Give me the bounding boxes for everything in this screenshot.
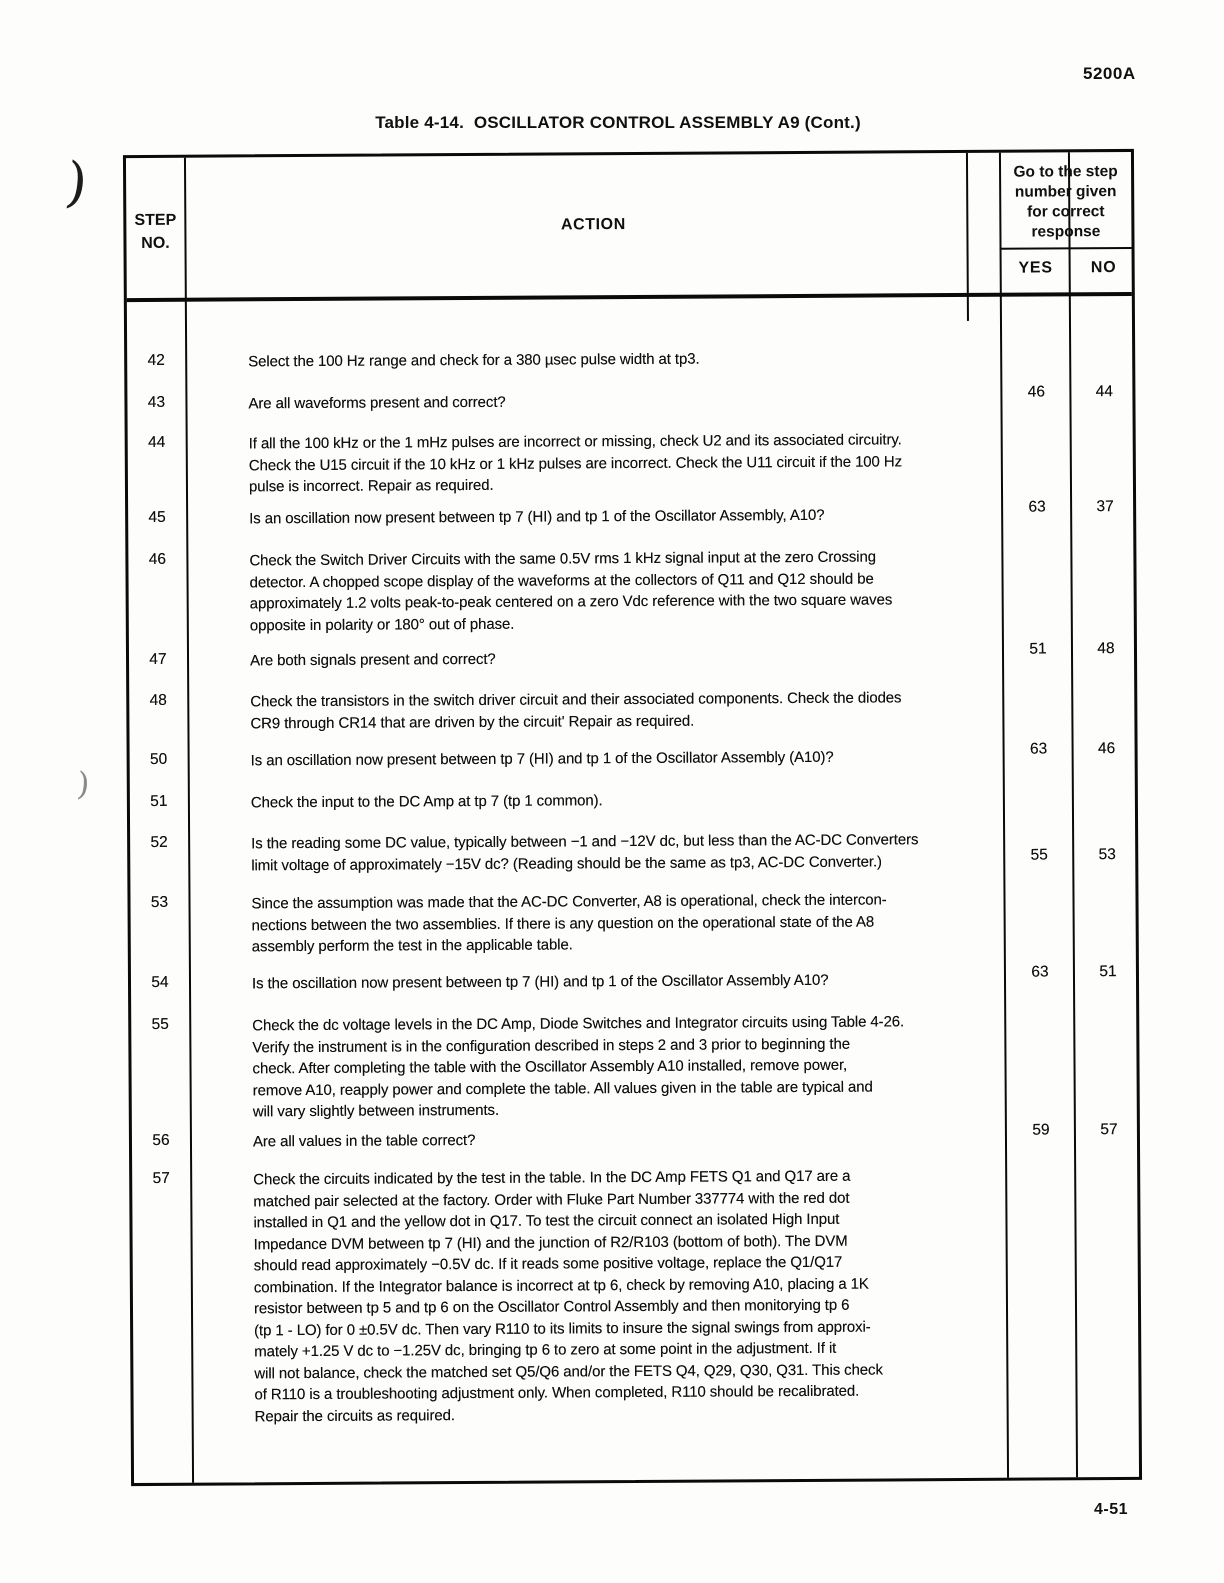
action-cell: Are both signals present and correct?	[249, 650, 496, 670]
action-cell: Is an oscillation now present between tp 7 (HI) and tp 1 of the Oscillator Assembly (A10)?	[250, 748, 834, 770]
step-number-cell: 51	[150, 792, 168, 810]
step-number-cell: 50	[149, 750, 168, 768]
goto-box-bottom-border	[1000, 247, 1132, 250]
action-cell: Are all values in the table correct?	[252, 1131, 476, 1151]
yes-step-cell: 59	[1032, 1121, 1050, 1139]
action-cell: Check the transistors in the switch driver circuit and their associated components. Check the diodes CR9 through CR14 that are driven by the circuit' Repair as required.	[250, 689, 902, 732]
action-cell: Is the oscillation now present between tp 7 (HI) and tp 1 of the Oscillator Assembly A10?	[251, 971, 829, 993]
action-cell: Since the assumption was made that the AC-DC Converter, A8 is operational, check the intercon- nections between the two assemblies. If there is any question on the operational state of the A8 assembly perform the test in the applicable table.	[251, 891, 887, 956]
header-action: ACTION	[560, 216, 626, 234]
table-title: Table 4-14. OSCILLATOR CONTROL ASSEMBLY A9 (Cont.)	[375, 113, 861, 132]
no-step-cell: 37	[1096, 498, 1114, 516]
step-number-cell: 56	[152, 1131, 170, 1149]
action-cell: Check the Switch Driver Circuits with the same 0.5V rms 1 kHz signal input at the zero Crossing detector. A chopped scope display of the waveforms at the collectors of Q11 and Q12 should be approximately 1.2 volts peak-to-peak centered on a zero Vdc reference with the two square waves opposite in polarity or 180° out of phase.	[249, 548, 893, 634]
no-step-cell: 57	[1100, 1121, 1118, 1139]
step-number-cell: 52	[150, 833, 168, 851]
scan-mark: )	[75, 764, 92, 804]
action-cell: Check the dc voltage levels in the DC Amp, Diode Switches and Integrator circuits using Table 4-26. Verify the instrument is in the configuration described in steps 2 and 3 prior to beginning the check. After completing the table with the Oscillator Assembly A10 installed, remove power, remove A10, reapply power and complete the table. All values given in the table are typical and will vary slightly between instruments.	[252, 1013, 905, 1121]
no-step-cell: 44	[1095, 383, 1114, 401]
document-code: 5200A	[1083, 64, 1136, 83]
action-cell: Is the reading some DC value, typically between −1 and −12V dc, but less than the AC-DC Converters limit voltage of approximately −15V dc? (Reading should be the same as tp3, AC-DC Converter.)	[251, 831, 919, 874]
yes-step-cell: 46	[1027, 383, 1046, 401]
yes-step-cell: 55	[1030, 846, 1048, 864]
step-number-cell: 45	[148, 508, 166, 526]
step-number-cell: 57	[152, 1169, 170, 1187]
step-number-cell: 43	[147, 393, 166, 411]
header-no: NO	[1090, 259, 1117, 277]
step-number-cell: 55	[151, 1015, 169, 1033]
scan-mark: )	[62, 149, 91, 216]
step-number-cell: 53	[150, 893, 169, 911]
step-number-cell: 54	[151, 973, 169, 991]
action-cell: Is an oscillation now present between tp 7 (HI) and tp 1 of the Oscillator Assembly, A10?	[249, 506, 825, 528]
step-number-cell: 44	[148, 433, 166, 451]
yes-step-cell: 51	[1029, 640, 1047, 658]
column-divider-yes-no	[1068, 152, 1078, 1477]
step-number-cell: 47	[149, 650, 167, 668]
step-number-cell: 48	[149, 691, 167, 709]
yes-step-cell: 63	[1031, 963, 1049, 981]
yes-step-cell: 63	[1028, 498, 1046, 516]
header-goto-note: Go to the step number given for correct response	[1013, 163, 1118, 241]
yes-step-cell: 63	[1029, 740, 1048, 758]
header-bottom-border	[127, 292, 1132, 302]
no-step-cell: 51	[1099, 963, 1117, 981]
action-cell: Check the circuits indicated by the test in the table. In the DC Amp FETS Q1 and Q17 are a matched pair selected at the factory. Order with Fluke Part Number 337774 with the red dot installed in Q1 and the yellow dot in Q17. To test the circuit connect an isolated High Input Impedance DVM between tp 7 (HI) and the junction of R2/R103 (bottom of both). The DVM should read approximately −0.5V dc. If it reads some positive voltage, replace the Q1/Q17 combination. If the Integrator balance is incorrect at tp 6, check by removing A10, placing a 1K resistor between tp 5 and tp 6 on the Oscillator Control Assembly and then monitorying tp 6 (tp 1 - LO) for 0 ±0.5V dc. Then vary R110 to its limits to insure the signal swings from approxi- mately +1.25 V dc to −1.25V dc, bringing tp 6 to zero at some point in the adjustment. If it will not balance, check the matched set Q5/Q6 and/or the FETS Q4, Q29, Q30, Q31. This check of R110 is a troubleshooting adjustment only. When completed, R110 should be recalibrated. Repair the circuits as required.	[253, 1167, 883, 1425]
troubleshooting-table	[123, 149, 1142, 1486]
action-cell: Check the input to the DC Amp at tp 7 (tp 1 common).	[250, 792, 603, 812]
action-cell: If all the 100 kHz or the 1 mHz pulses are incorrect or missing, check U2 and its associated circuitry. Check the U15 circuit if the 10 kHz or 1 kHz pulses are incorrect. Check the U11 circuit if the 100 Hz pulse is incorrect. Repair as required.	[248, 431, 903, 496]
header-yes: YES	[1018, 259, 1053, 277]
page-number: 4-51	[1094, 1501, 1129, 1518]
column-divider-step	[184, 158, 194, 1483]
no-step-cell: 46	[1097, 740, 1116, 758]
step-number-cell: 46	[148, 550, 167, 568]
action-cell: Select the 100 Hz range and check for a 380 µsec pulse width at tp3.	[248, 350, 700, 371]
no-step-cell: 48	[1097, 640, 1115, 658]
no-step-cell: 53	[1098, 846, 1116, 864]
step-number-cell: 42	[147, 351, 165, 369]
action-cell: Are all waveforms present and correct?	[248, 393, 506, 413]
header-step-no: STEP NO.	[134, 211, 177, 252]
